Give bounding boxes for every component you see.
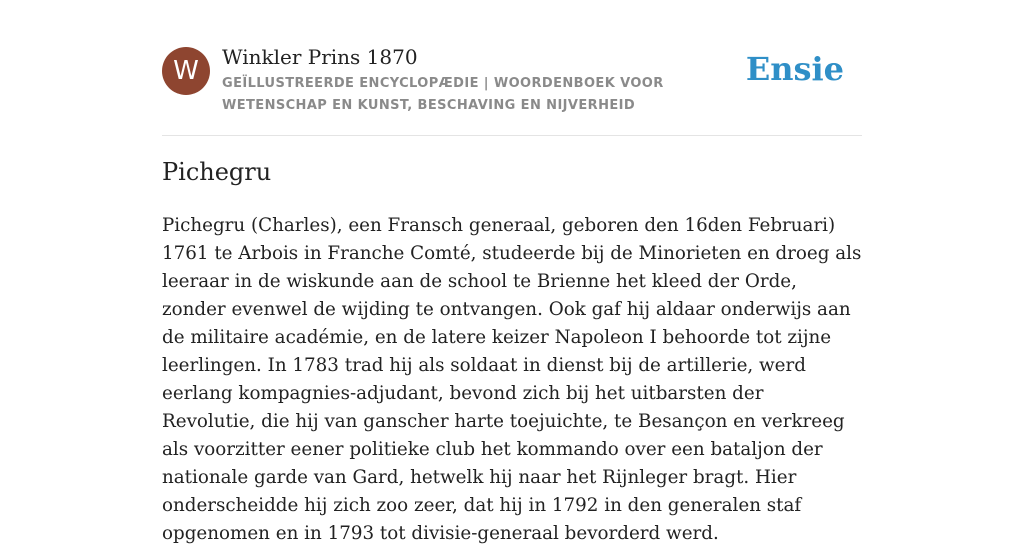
ensie-logo[interactable]: Ensie (745, 50, 844, 88)
source-subtitle: GEÏLLUSTREERDE ENCYCLOPÆDIE | WOORDENBOEK VOOR WETENSCHAP EN KUNST, BESCHAVING EN NIJVERHEID (222, 76, 664, 113)
header-divider (162, 135, 862, 136)
entry-body: Pichegru (Charles), een Fransch generaal, geboren den 16den Februari) 1761 te Arbois in Franche Comté, studeerde bij de Minorieten en droeg als leeraar in de wiskunde aan de school te Brienne het kleed der Orde, zonder evenwel de wijding te ontvangen. Ook gaf hij aldaar onderwijs aan de militaire académie, en de latere keizer Napoleon I behoorde tot zijne leerlingen. In 1783 trad hij als soldaat in dienst bij de artillerie, werd eerlang kompagnies-adjudant, bevond zich bij het uitbarsten der Revolutie, die hij van ganscher harte toejuichte, te Besançon en verkreeg als voorzitter eener politieke club het kommando over een bataljon der nationale garde van Gard, hetwelk hij naar het Rijnleger bragt. Hier onderscheidde hij zich zoo zeer, dat hij in 1792 in den generalen staf opgenomen en in 1793 tot divisie-generaal bevorderd werd. (162, 215, 862, 544)
source-title-link[interactable]: Winkler Prins 1870 (222, 45, 418, 69)
source-header (162, 44, 862, 114)
entry-title: Pichegru (162, 158, 272, 186)
source-avatar[interactable]: W (162, 47, 210, 95)
